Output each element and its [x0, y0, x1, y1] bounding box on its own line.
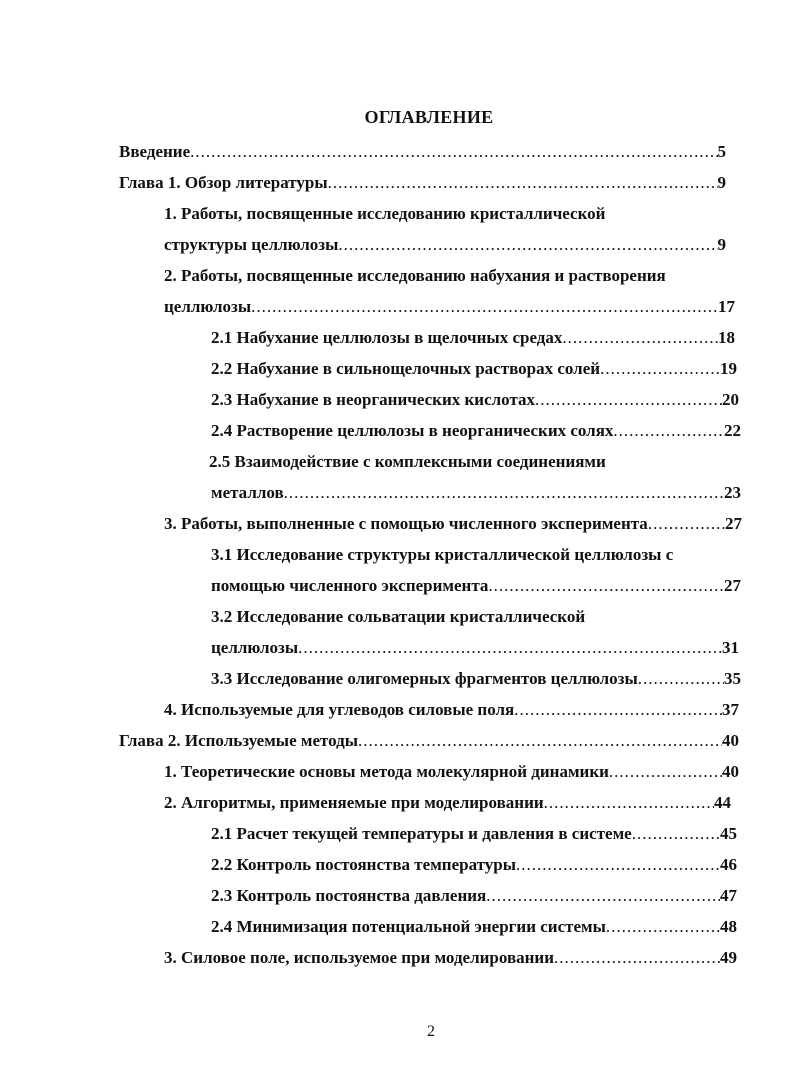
toc-leader-dots	[632, 823, 720, 845]
toc-entry-2-4	[211, 420, 741, 442]
toc-entry-introduction	[119, 141, 726, 163]
toc-entry-text: Глава 1. Обзор литературы	[119, 173, 328, 192]
toc-entry-page: 9	[717, 235, 726, 254]
toc-leader-dots	[554, 947, 720, 969]
page-number: 2	[427, 1023, 435, 1040]
toc-entry-page: 37	[722, 700, 739, 719]
toc-entry-page: 27	[725, 514, 742, 533]
toc-entry-page: 48	[720, 917, 737, 936]
toc-entry-page: 44	[714, 793, 731, 812]
toc-entry-text: 3.2 Исследование сольватации кристаллической	[211, 607, 586, 626]
toc-entry-page: 27	[724, 576, 741, 595]
toc-entry-page: 19	[720, 359, 737, 378]
toc-entry-text: 3.3 Исследование олигомерных фрагментов целлюлозы	[211, 669, 638, 688]
toc-entry-1	[164, 234, 726, 256]
toc-entry-text: 3. Силовое поле, используемое при моделировании	[164, 948, 555, 967]
toc-leader-dots	[328, 172, 718, 194]
toc-entry-page: 35	[724, 669, 741, 688]
toc-leader-dots	[338, 234, 717, 256]
toc-leader-dots	[516, 854, 720, 876]
toc-entry-text: 2.2 Контроль постоянства температуры	[211, 855, 516, 874]
toc-leader-dots	[514, 699, 722, 721]
toc-leader-dots	[298, 637, 722, 659]
toc-leader-dots	[535, 389, 722, 411]
toc-entry-page: 49	[720, 948, 737, 967]
toc-leader-dots	[562, 327, 718, 349]
toc-leader-dots	[486, 885, 720, 907]
toc-entry-text: 4. Используемые для углеводов силовые поля	[164, 700, 515, 719]
toc-entry-text: 3.1 Исследование структуры кристаллической целлюлозы с	[211, 545, 674, 564]
toc-entry-text: 2.2 Набухание в сильнощелочных растворах солей	[211, 359, 601, 378]
toc-entry-page: 17	[718, 297, 735, 316]
toc-entry-ch2-2-1	[211, 823, 737, 845]
toc-entry-text: структуры целлюлозы	[164, 235, 339, 254]
toc-entry-ch2-2-3	[211, 885, 737, 907]
toc-leader-dots	[358, 730, 722, 752]
toc-entry-text: целлюлозы	[211, 638, 299, 657]
toc-leader-dots	[190, 141, 717, 163]
toc-entry-text: целлюлозы	[164, 297, 252, 316]
toc-entry-page: 18	[718, 328, 735, 347]
toc-entry-text: Введение	[119, 142, 191, 161]
toc-leader-dots	[251, 296, 718, 318]
toc-entry-2-5-line1	[209, 451, 739, 473]
toc-entry-3-3	[211, 668, 741, 690]
toc-entry-chapter-1	[119, 172, 726, 194]
toc-leader-dots	[488, 575, 724, 597]
toc-entry-chapter-2	[119, 730, 739, 752]
toc-entry-text: помощью численного эксперимента	[211, 576, 489, 595]
toc-entry-text: 2.4 Минимизация потенциальной энергии системы	[211, 917, 606, 936]
toc-entry-text: 2.4 Растворение целлюлозы в неорганических солях	[211, 421, 614, 440]
toc-entry-page: 40	[722, 731, 739, 750]
toc-entry-page: 22	[724, 421, 741, 440]
toc-entry-ch2-2-4	[211, 916, 737, 938]
toc-entry-text: 2. Работы, посвященные исследованию набухания и растворения	[164, 266, 666, 285]
toc-entry-text: 2.1 Расчет текущей температуры и давления в системе	[211, 824, 632, 843]
toc-entry-2-5	[211, 482, 741, 504]
toc-entry-page: 9	[717, 173, 726, 192]
toc-entry-3-1	[211, 575, 741, 597]
toc-entry-3-1-line1	[211, 544, 741, 566]
toc-entry-3-2-line1	[211, 606, 741, 628]
toc-entry-ch2-2	[164, 792, 731, 814]
toc-entry-ch2-2-2	[211, 854, 737, 876]
toc-entry-text: 2.3 Контроль постоянства давления	[211, 886, 487, 905]
toc-entry-text: 3. Работы, выполненные с помощью численного эксперимента	[164, 514, 648, 533]
toc-entry-2	[164, 296, 735, 318]
toc-entry-text: 1. Теоретические основы метода молекулярной динамики	[164, 762, 609, 781]
toc-entry-ch2-3	[164, 947, 737, 969]
toc-leader-dots	[613, 420, 724, 442]
toc-entry-page: 45	[720, 824, 737, 843]
page-title: ОГЛАВЛЕНИЕ	[364, 107, 494, 127]
toc-entry-page: 20	[722, 390, 739, 409]
toc-entry-2-2	[211, 358, 737, 380]
toc-leader-dots	[606, 916, 720, 938]
toc-entry-text: 2.3 Набухание в неорганических кислотах	[211, 390, 536, 409]
toc-entry-2-3	[211, 389, 739, 411]
toc-entry-3	[164, 513, 742, 535]
toc-leader-dots	[609, 761, 722, 783]
toc-entry-1-line1	[164, 203, 726, 225]
toc-entry-text: 2.5 Взаимодействие с комплексными соединениями	[209, 452, 606, 471]
toc-entry-text: 1. Работы, посвященные исследованию кристаллической	[164, 204, 606, 223]
toc-entry-page: 31	[722, 638, 739, 657]
toc-entry-2-1	[211, 327, 735, 349]
toc-entry-page: 23	[724, 483, 741, 502]
toc-entry-page: 46	[720, 855, 737, 874]
toc-entry-page: 5	[717, 142, 726, 161]
toc-entry-text: металлов	[211, 483, 284, 502]
toc-entry-4	[164, 699, 739, 721]
toc-leader-dots	[638, 668, 724, 690]
toc-leader-dots	[284, 482, 724, 504]
toc-entry-ch2-1	[164, 761, 739, 783]
toc-leader-dots	[648, 513, 725, 535]
toc-entry-2-line1	[164, 265, 744, 287]
toc-entry-page: 40	[722, 762, 739, 781]
toc-entry-text: 2.1 Набухание целлюлозы в щелочных средах	[211, 328, 563, 347]
toc-leader-dots	[544, 792, 714, 814]
toc-entry-text: Глава 2. Используемые методы	[119, 731, 359, 750]
toc-leader-dots	[600, 358, 720, 380]
toc-entry-page: 47	[720, 886, 737, 905]
toc-entry-3-2	[211, 637, 739, 659]
toc-entry-text: 2. Алгоритмы, применяемые при моделировании	[164, 793, 544, 812]
